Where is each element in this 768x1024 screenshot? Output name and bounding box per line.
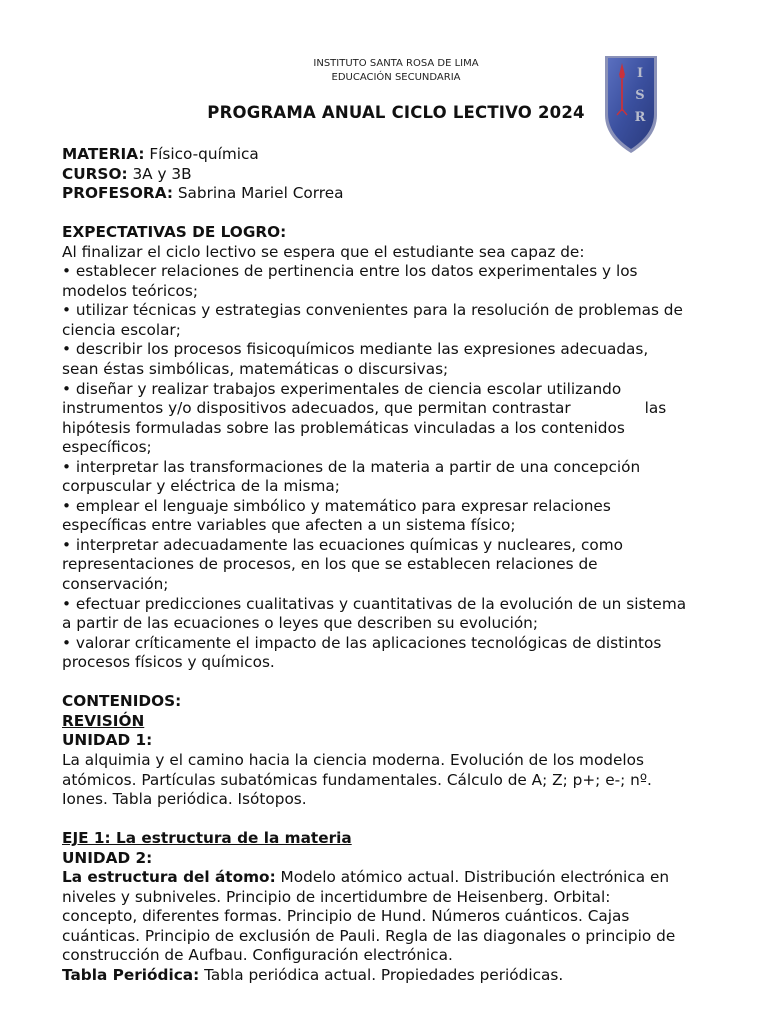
bullet-4-line-2-text: instrumentos y/o dispositivos adecuados, que permitan contrastar	[62, 399, 571, 418]
eje-1-heading: EJE 1: La estructura de la materia	[62, 829, 352, 848]
curso-line	[62, 165, 734, 185]
revision-heading: REVISIÓN	[62, 711, 145, 730]
bullet-7-line-1: • interpretar adecuadamente las ecuaciones químicas y nucleares, como	[62, 535, 624, 554]
unidad-1-line-2: atómicos. Partículas subatómicas fundamentales. Cálculo de A; Z; p+; e-; nº.	[62, 770, 652, 789]
bullet-4-line-1: • diseñar y realizar trabajos experimentales de ciencia escolar utilizando	[62, 379, 622, 398]
atomo-line-4: cuánticas. Principio de exclusión de Pauli. Regla de las diagonales o principio de	[62, 926, 676, 945]
bullet-4-line-2-tail: las	[644, 399, 667, 418]
bullet-4-line-4: específicos;	[62, 438, 152, 457]
bullet-3-line-2: sean éstas simbólicas, matemáticas o discursivas;	[62, 360, 449, 379]
bullet-7-line-2: representaciones de procesos, en los que se establecen relaciones de	[62, 555, 598, 574]
bullet-1-line-2: modelos teóricos;	[62, 281, 199, 300]
bullet-1-line-1: • establecer relaciones de pertinencia entre los datos experimentales y los	[62, 262, 638, 281]
profesora-line	[62, 184, 734, 204]
unidad-1-line-1: La alquimia y el camino hacia la ciencia moderna. Evolución de los modelos	[62, 750, 645, 769]
education-level: EDUCACIÓN SECUNDARIA	[331, 72, 461, 83]
atomo-line-5: construcción de Aufbau. Configuración electrónica.	[62, 946, 453, 965]
atomo-label: La estructura del átomo:	[62, 868, 276, 887]
profesora-label: PROFESORA:	[62, 184, 173, 203]
institution-name: INSTITUTO SANTA ROSA DE LIMA	[313, 58, 479, 69]
materia-line	[62, 145, 734, 165]
bullet-8-line-1: • efectuar predicciones cualitativas y cuantitativas de la evolución de un sistema	[62, 594, 687, 613]
bullet-9-line-1: • valorar críticamente el impacto de las aplicaciones tecnológicas de distintos	[62, 633, 662, 652]
crest-letter-s: S	[635, 88, 645, 103]
expectativas-heading: EXPECTATIVAS DE LOGRO:	[62, 223, 287, 242]
bullet-6-line-2: específicas entre variables que afecten a un sistema físico;	[62, 516, 516, 535]
profesora-value: Sabrina Mariel Correa	[177, 184, 344, 203]
curso-label: CURSO:	[62, 164, 128, 183]
bullet-5-line-2: corpuscular y eléctrica de la misma;	[62, 477, 340, 496]
document-body	[62, 145, 734, 986]
crest-letter-i: I	[636, 66, 644, 81]
bullet-3-line-1: • describir los procesos fisicoquímicos mediante las expresiones adecuadas,	[62, 340, 649, 359]
bullet-7-line-3: conservación;	[62, 575, 169, 594]
tabla-periodica-text: Tabla periódica actual. Propiedades periódicas.	[199, 965, 564, 984]
expectativas-intro: Al finalizar el ciclo lectivo se espera que el estudiante sea capaz de:	[62, 242, 585, 261]
bullet-8-line-2: a partir de las ecuaciones o leyes que describen su evolución;	[62, 614, 539, 633]
bullet-5-line-1: • interpretar las transformaciones de la materia a partir de una concepción	[62, 457, 641, 476]
tabla-periodica-line	[62, 966, 734, 986]
materia-value: Físico-química	[149, 145, 259, 163]
bullet-4-line-2	[62, 399, 734, 419]
tabla-periodica-label: Tabla Periódica:	[62, 965, 200, 984]
atomo-text-1: Modelo atómico actual. Distribución electrónica en	[275, 868, 670, 887]
unidad-1-line-3: Iones. Tabla periódica. Isótopos.	[62, 790, 307, 809]
bullet-2-line-2: ciencia escolar;	[62, 320, 181, 339]
contenidos-heading: CONTENIDOS:	[62, 692, 182, 711]
materia-label: MATERIA:	[62, 145, 145, 163]
school-crest-logo	[602, 53, 660, 155]
atomo-line-2: niveles y subniveles. Principio de incertidumbre de Heisenberg. Orbital:	[62, 887, 611, 906]
atomo-line-1	[62, 868, 734, 888]
unidad-1-heading: UNIDAD 1:	[62, 731, 153, 750]
bullet-9-line-2: procesos físicos y químicos.	[62, 653, 275, 672]
bullet-2-line-1: • utilizar técnicas y estrategias convenientes para la resolución de problemas de	[62, 301, 683, 320]
bullet-4-line-3: hipótesis formuladas sobre las problemáticas vinculadas a los contenidos	[62, 418, 625, 437]
program-title: PROGRAMA ANUAL CICLO LECTIVO 2024	[207, 103, 585, 122]
curso-value: 3A y 3B	[132, 164, 192, 183]
crest-letter-r: R	[634, 110, 646, 125]
unidad-2-heading: UNIDAD 2:	[62, 848, 153, 867]
atomo-line-3: concepto, diferentes formas. Principio de Hund. Números cuánticos. Cajas	[62, 907, 630, 926]
bullet-6-line-1: • emplear el lenguaje simbólico y matemático para expresar relaciones	[62, 496, 611, 515]
